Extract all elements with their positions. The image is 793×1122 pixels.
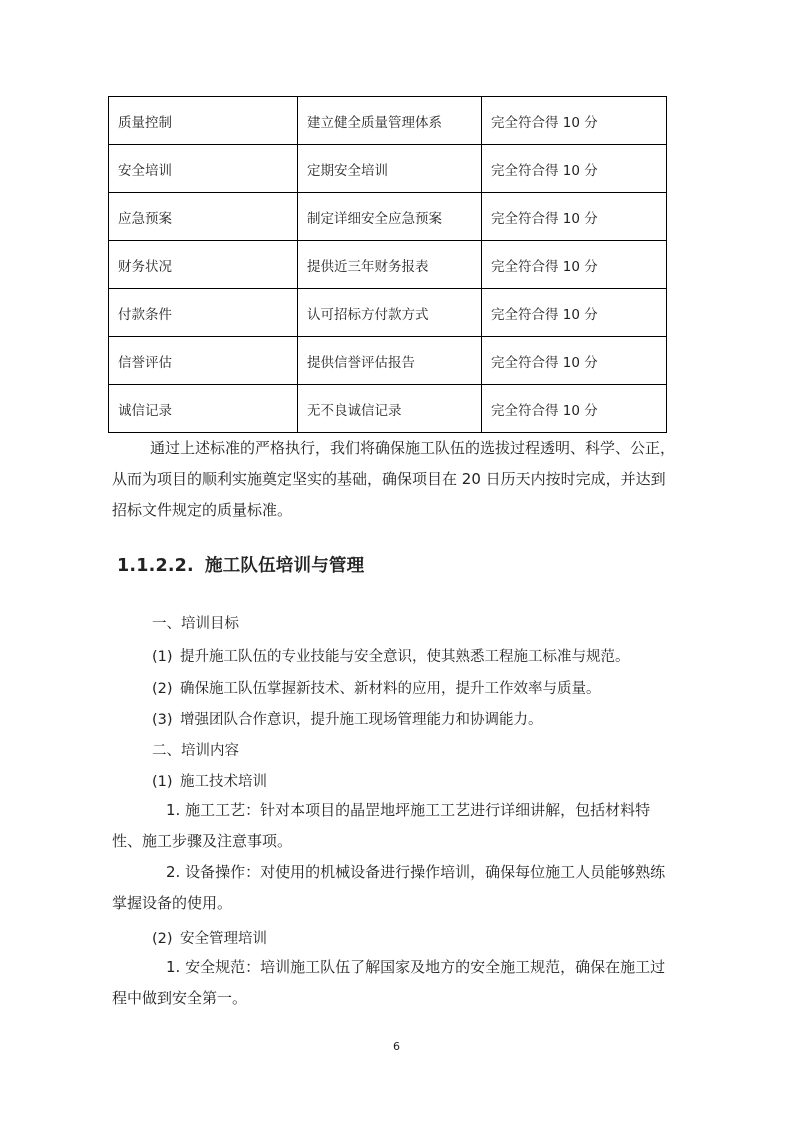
list-item-text: 提升施工队伍的专业技能与安全意识，使其熟悉工程施工标准与规范。 (180, 649, 630, 665)
criteria-table (108, 96, 667, 433)
list-item-text: 确保施工队伍掌握新技术、新材料的应用，提升工作效率与质量。 (180, 681, 601, 697)
requirement-cell: 定期安全培训 (298, 145, 482, 193)
list-item-number: (2) (152, 681, 173, 697)
requirement-cell: 制定详细安全应急预案 (298, 193, 482, 241)
item-cell: 诚信记录 (109, 385, 298, 433)
score-cell: 完全符合得 10 分 (482, 145, 667, 193)
subsection-tech (152, 770, 267, 791)
summary-paragraph: 通过上述标准的严格执行，我们将确保施工队伍的选拔过程透明、科学、公正，从而为项目的顺利实施奠定坚实的基础，确保项目在 20 日历天内按时完成，并达到招标文件规定的质量标准。 (112, 439, 676, 519)
list-item (152, 645, 630, 666)
table-row (109, 193, 667, 241)
score-cell: 完全符合得 10 分 (482, 337, 667, 385)
list-item (152, 677, 601, 698)
tech-point-2: 2. 设备操作：对使用的机械设备进行操作培训，确保每位施工人员能够熟练掌握设备的使用。 (112, 863, 666, 912)
subsection-title: 施工技术培训 (180, 774, 267, 790)
section-title: 施工队伍培训与管理 (205, 556, 365, 576)
score-cell: 完全符合得 10 分 (482, 193, 667, 241)
item-cell: 财务状况 (109, 241, 298, 289)
score-cell: 完全符合得 10 分 (482, 289, 667, 337)
score-cell: 完全符合得 10 分 (482, 241, 667, 289)
table-row (109, 289, 667, 337)
item-cell: 付款条件 (109, 289, 298, 337)
list-item-text: 增强团队合作意识，提升施工现场管理能力和协调能力。 (180, 712, 543, 728)
list-item (152, 708, 543, 729)
requirement-cell: 认可招标方付款方式 (298, 289, 482, 337)
training-goals-heading: 一、培训目标 (152, 616, 239, 632)
requirement-cell: 提供信誉评估报告 (298, 337, 482, 385)
page-number: 6 (393, 1040, 400, 1053)
requirement-cell: 建立健全质量管理体系 (298, 97, 482, 145)
table-row (109, 337, 667, 385)
table-row (109, 241, 667, 289)
list-item-number: (1) (152, 649, 173, 665)
table-row (109, 385, 667, 433)
section-number: 1.1.2.2. (117, 556, 194, 576)
score-cell: 完全符合得 10 分 (482, 97, 667, 145)
item-cell: 信誉评估 (109, 337, 298, 385)
item-cell: 质量控制 (109, 97, 298, 145)
score-cell: 完全符合得 10 分 (482, 385, 667, 433)
safety-point-1: 1. 安全规范：培训施工队伍了解国家及地方的安全施工规范，确保在施工过程中做到安全第一。 (112, 958, 666, 1007)
subsection-safety (152, 927, 267, 948)
item-cell: 安全培训 (109, 145, 298, 193)
subsection-title: 安全管理培训 (180, 931, 267, 947)
item-cell: 应急预案 (109, 193, 298, 241)
section-heading (117, 552, 364, 577)
list-item-number: (1) (152, 774, 173, 790)
table-row (109, 145, 667, 193)
table-row (109, 97, 667, 145)
list-item-number: (3) (152, 712, 173, 728)
requirement-cell: 提供近三年财务报表 (298, 241, 482, 289)
training-content-heading: 二、培训内容 (152, 743, 239, 759)
requirement-cell: 无不良诚信记录 (298, 385, 482, 433)
list-item-number: (2) (152, 931, 173, 947)
tech-point-1: 1. 施工工艺：针对本项目的晶罡地坪施工工艺进行详细讲解，包括材料特性、施工步骤及注意事项。 (112, 801, 651, 850)
